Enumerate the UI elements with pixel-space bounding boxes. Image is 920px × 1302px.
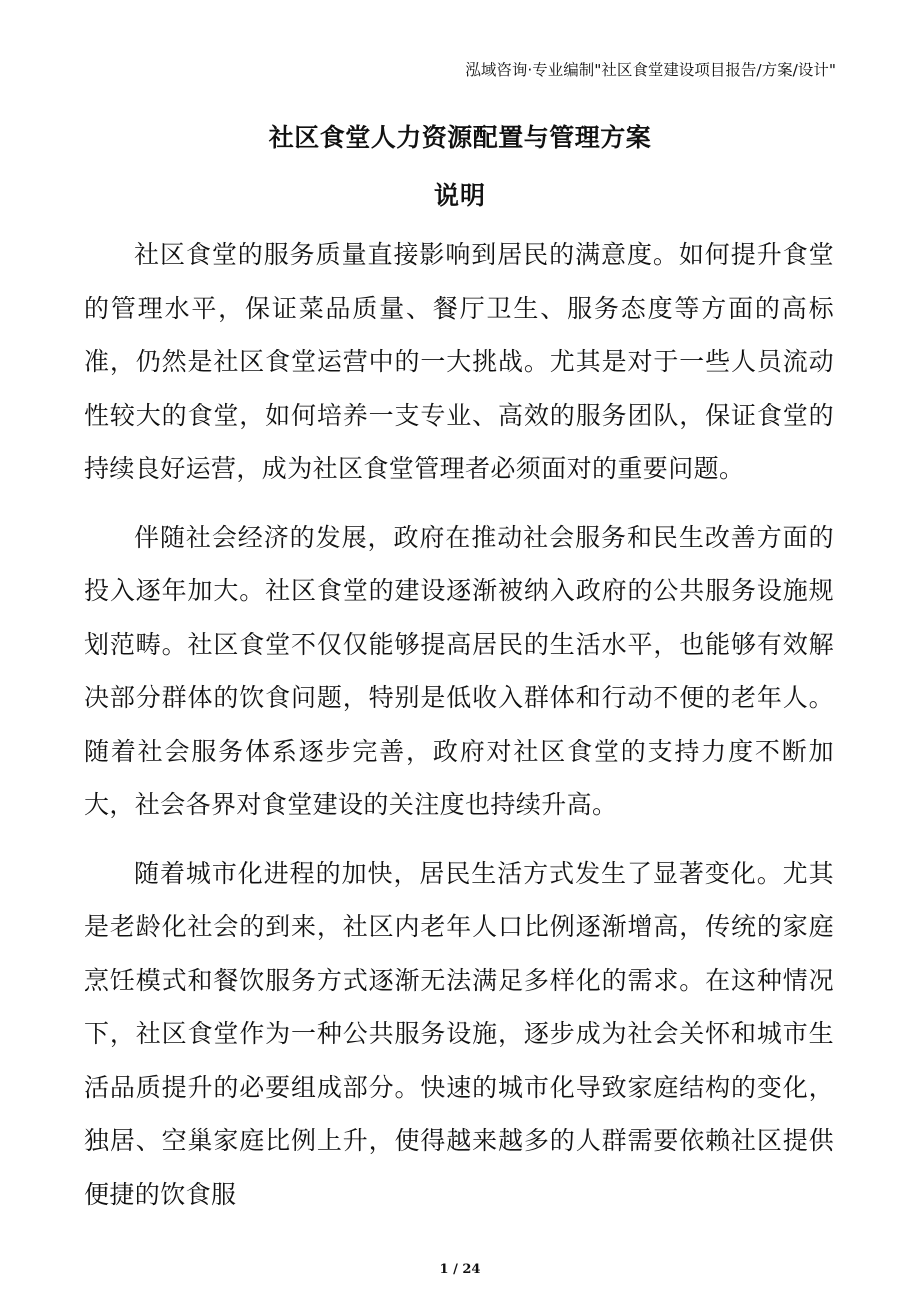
body-paragraph-3: 随着城市化进程的加快，居民生活方式发生了显著变化。尤其是老龄化社会的到来，社区内老年人口比例逐渐增高，传统的家庭烹饪模式和餐饮服务方式逐渐无法满足多样化的需求。在这种情况下，社区食堂作为一种公共服务设施，逐步成为社会关怀和城市生活品质提升的必要组成部分。快速的城市化导致家庭结构的变化，独居、空巢家庭比例上升，使得越来越多的人群需要依赖社区提供便捷的饮食服 (84, 858, 834, 1209)
document-body (84, 228, 834, 1236)
document-title: 社区食堂人力资源配置与管理方案 (268, 123, 652, 152)
section-heading: 说明 (433, 181, 486, 210)
body-paragraph-1: 社区食堂的服务质量直接影响到居民的满意度。如何提升食堂的管理水平，保证菜品质量、餐厅卫生、服务态度等方面的高标准，仍然是社区食堂运营中的一大挑战。尤其是对于一些人员流动性较大的食堂，如何培养一支专业、高效的服务团队，保证食堂的持续良好运营，成为社区食堂管理者必须面对的重要问题。 (84, 240, 834, 483)
page-number: 1 / 24 (439, 1262, 481, 1277)
body-paragraph-2: 伴随社会经济的发展，政府在推动社会服务和民生改善方面的投入逐年加大。社区食堂的建设逐渐被纳入政府的公共服务设施规划范畴。社区食堂不仅仅能够提高居民的生活水平，也能够有效解决部分群体的饮食问题，特别是低收入群体和行动不便的老年人。随着社会服务体系逐步完善，政府对社区食堂的支持力度不断加大，社会各界对食堂建设的关注度也持续升高。 (84, 522, 834, 819)
page-header: 泓域咨询·专业编制"社区食堂建设项目报告/方案/设计" (465, 61, 836, 79)
